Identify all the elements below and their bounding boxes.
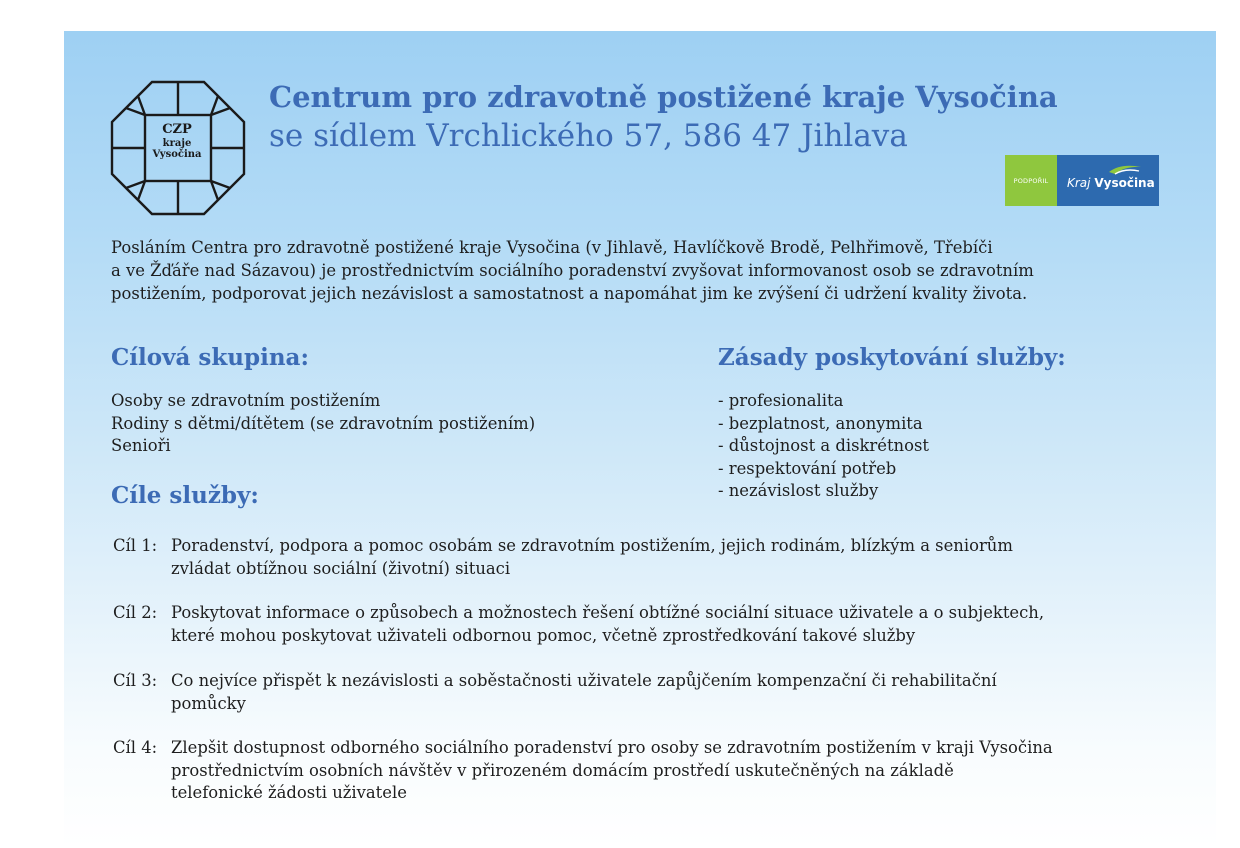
goal-label: Cíl 3: [113,671,158,690]
mission-paragraph: Posláním Centra pro zdravotně postižené kraje Vysočina (v Jihlavě, Havlíčkově Brodě, Pelhřimově, Třebíči a ve Žďáře nad Sázavou) je prostřednictvím sociálního poradenství zvyšovat informovanost osob se zdravotním postižením, podporovat jejich nezávislost a samostatnost a napomáhat jim ke zvýšení či udržení kvality života. [111,238,1034,303]
address-subtitle: se sídlem Vrchlického 57, 586 47 Jihlava [269,118,908,154]
logo-line-3: Vysočina [152,149,202,161]
sponsor-badge: PODPOŘIL [1005,155,1057,206]
logo-text [145,123,209,161]
goal-label: Cíl 2: [113,603,158,622]
goal-item [113,535,1203,580]
list-item: Senioři [111,436,171,455]
target-group-list [111,390,535,458]
goal-text: Poskytovat informace o způsobech a možnostech řešení obtížné sociální situace uživatele a o subjektech, které mohou poskytovat uživateli odbornou pomoc, včetně zprostředkování takové služby [171,603,1045,645]
goal-text: Zlepšit dostupnost odborného sociálního poradenství pro osoby se zdravotním postižením v kraji Vysočina prostřednictvím osobních návštěv v přirozeném domácím prostředí uskutečněných na základě telefonické žádosti uživatele [171,738,1053,802]
goal-item [113,602,1203,647]
list-item: - respektování potřeb [718,458,897,478]
goals-heading: Cíle služby: [111,482,259,509]
swoosh-icon [1107,163,1143,175]
sponsor-name-main: Vysočina [1094,176,1155,190]
sponsor-name [1067,176,1155,190]
goal-text: Co nejvíce přispět k nezávislosti a soběstačnosti uživatele zapůjčením kompenzační či rehabilitační pomůcky [171,671,997,713]
goal-item [113,670,1203,715]
goal-label: Cíl 4: [113,738,158,757]
goal-label: Cíl 1: [113,536,158,555]
principles-list [718,390,929,503]
page-title: Centrum pro zdravotně postižené kraje Vysočina [269,80,1058,114]
target-group-heading: Cílová skupina: [111,344,309,371]
sponsor-name-box [1057,155,1159,206]
list-item: Osoby se zdravotním postižením [111,391,381,410]
principles-heading: Zásady poskytování služby: [718,344,1066,371]
logo-line-2: kraje [162,137,192,149]
list-item: - bezplatnost, anonymita [718,413,923,433]
list-item: - důstojnost a diskrétnost [718,436,929,455]
logo-line-1: CZP [162,122,192,137]
list-item: - profesionalita [718,391,844,410]
list-item: - nezávislost služby [718,481,879,500]
list-item: Rodiny s dětmi/dítětem (se zdravotním postižením) [111,413,536,433]
sponsor-name-prefix: Kraj [1067,176,1091,190]
goal-text: Poradenství, podpora a pomoc osobám se zdravotním postižením, jejich rodinám, blízkým a seniorům zvládat obtížnou sociální (životní) situaci [171,536,1013,578]
kraj-vysocina-logo [1005,155,1159,206]
goal-item [113,737,1203,805]
